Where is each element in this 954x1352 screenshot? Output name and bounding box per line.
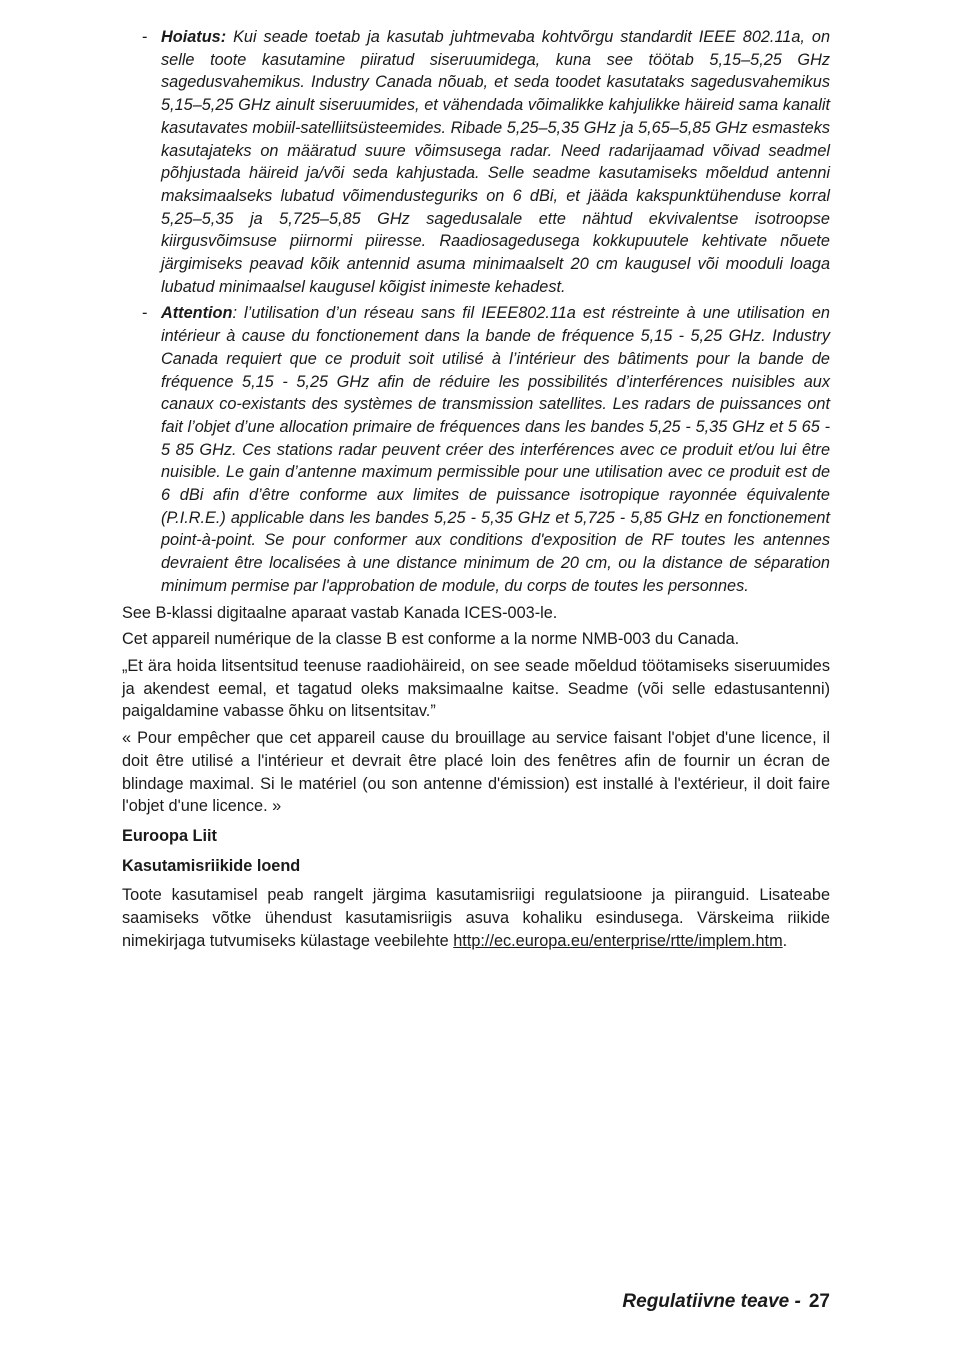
country-list-body: [122, 884, 830, 952]
bullet-dash: -: [142, 28, 148, 46]
link-suffix: .: [782, 931, 788, 950]
warning-french: [122, 302, 830, 597]
heading-country-list: Kasutamisriikide loend: [122, 856, 301, 875]
footer-title: Regulatiivne teave -: [622, 1291, 801, 1312]
nmb-statement: Cet appareil numérique de la classe B est conforme a la norme NMB-003 du Canada.: [122, 630, 740, 649]
page-content: [122, 26, 830, 956]
attention-text: : l’utilisation d’un réseau sans fil IEEE802.11a est réstreinte à une utilisation en intérieur à cause du fonctionement dans la bande de fréquence 5,15 - 5,25 GHz. Industry Canada requiert que ce produit soit utilisé à l’intérieur des bâtiments pour la bande de fréquence 5,15 - 5,25 GHz afin de réduire les possibilités d’interférences nuisibles aux canaux co-existants des systèmes de transmission satellites. Les radars de puissances ont fait l’objet d’une allocation primaire de fréquences dans les bandes 5,25 - 5,35 GHz et 5 65 - 5 85 GHz. Ces stations radar peuvent créer des interférences avec ce produit et/ou lui être nuisible. Le gain d’antenne maximum permissible pour une utilisation avec ce produit est de 6 dBi afin d’être conforme aux limites de puissance isotropique rayonnée équivalente (P.I.R.E.) applicable dans les bandes 5,25 - 5,35 GHz et 5,725 - 5,85 GHz en fonctionement point-à-point. Se pour conformer aux conditions d'exposition de RF toutes les antennes devraient être localisées à une distance minimum de 20 cm, ou la distance de séparation minimum permise par l'approbation de module, du corps de toutes les personnes.: [161, 304, 830, 595]
warning-estonian: [122, 26, 830, 298]
license-notice-estonian: „Et ära hoida litsentsitud teenuse raadiohäireid, on see seade mõeldud töötamiseks siseruumides ja akendest eemal, et tagatud oleks maksimaalne kaitse. Seadme (või selle edastusantenni) paigaldamine vabasse õhku on litsentsitav.”: [122, 656, 830, 721]
license-notice-french: « Pour empêcher que cet appareil cause du brouillage au service faisant l'objet d'une licence, il doit être utilisé a l'intérieur et devrait être placé loin des fenêtres afin de fournir un écran de blindage maximal. Si le matériel (ou son antenne d'émission) est installé à l'extérieur, il doit faire l'objet d'une licence. »: [122, 729, 830, 816]
europa-link[interactable]: http://ec.europa.eu/enterprise/rtte/implem.htm: [453, 931, 783, 950]
heading-european-union: Euroopa Liit: [122, 826, 217, 845]
page-number: 27: [808, 1291, 830, 1312]
attention-lead: Attention: [161, 304, 233, 323]
country-list-text: Toote kasutamisel peab rangelt järgima kasutamisriigi regulatsioone ja piiranguid. Lisateabe saamiseks võtke ühendust kasutamisriigis asuva kohaliku esindusega. Värskeima riikide nimekirjaga tutvumiseks külastage veebilehte: [122, 886, 830, 950]
warning-lead: Hoiatus:: [161, 28, 227, 46]
warning-text: Kui seade toetab ja kasutab juhtmevaba kohtvõrgu standardit IEEE 802.11a, on selle toote kasutamine piiratud siseruumidega, kuna see töötab 5,15–5,25 GHz sagedusvahemikus. Industry Canada nõuab, et seda toodet kasutataks sagedusvahemikus 5,15–5,25 GHz ainult siseruumides, et vähendada võimalikke kahjulikke häireid sama kanalit kasutavates mobiil-satelliitsüsteemides. Ribade 5,25–5,35 GHz ja 5,65–5,85 GHz esmasteks kasutajateks on määratud suure võimsusega radar. Need radarijaamad võivad seadmel põhjustada häireid ja/või seda kahjustada. Selle seadme kasutamiseks mõeldud antenni maksimaalseks lubatud võimendusteguriks on 6 dBi, et jääda kakspunktühenduse korral 5,25–5,35 ja 5,725–5,85 GHz sagedusalale ette nähtud ekvivalentse isotroopse kiirgusvõimsuse piirnormi piiresse. Raadiosagedusega kokkupuutele kehtivate nõuete järgimiseks peavad kõik antennid asuma minimaalselt 20 cm kaugusel või mooduli loaga lubatud minimaalsel kaugusel kõigist inimeste kehadest.: [161, 28, 830, 296]
ices-statement: See B-klassi digitaalne aparaat vastab Kanada ICES-003-le.: [122, 603, 558, 622]
page-footer: [622, 1291, 830, 1313]
bullet-dash: -: [142, 304, 148, 323]
